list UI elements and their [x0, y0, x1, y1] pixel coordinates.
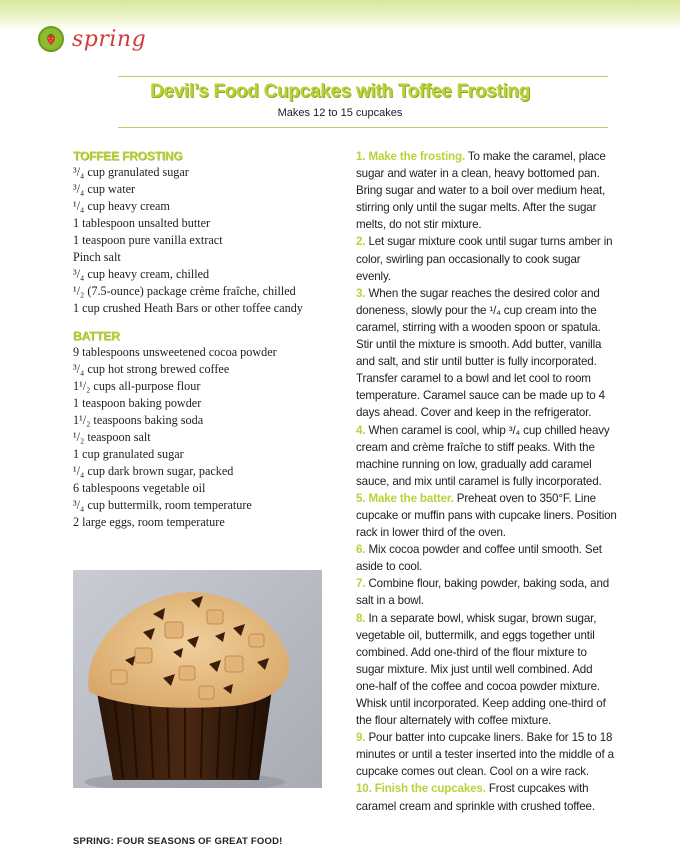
batter-ingredients: [73, 344, 333, 531]
step-number: 5.: [356, 491, 366, 505]
step-text: Mix cocoa powder and coffee until smooth. Set aside to cool.: [356, 543, 602, 574]
step-text: In a separate bowl, whisk sugar, brown sugar, vegetable oil, buttermilk, and eggs together until combined. Add one-third of the flour mixture to sugar mixture. Mix just until well combined. Add one-half of the coffee and cocoa powder mixture. Whisk until incorporated. Keep adding one-third of the flour alternately with coffee mixture.: [356, 611, 606, 728]
step-text: When the sugar reaches the desired color and doneness, slowly pour the ¹/₄ cup cream into the caramel, stirring with a wooden spoon or spatula. Stir until the mixture is smooth. Add butter, vanilla and salt, and stir until butter is fully incorporated. Transfer caramel to a bowl and let cool to room temperature. Caramel sauce can be made up to 4 days ahead. Cover and keep in the refrigerator.: [356, 286, 605, 420]
method-step: [356, 541, 618, 575]
page-footer: SPRING: FOUR SEASONS OF GREAT FOOD!: [73, 836, 283, 847]
batter-heading: BATTER: [73, 329, 120, 343]
step-lead: Finish the cupcakes.: [374, 782, 486, 796]
ingredient-item: 1 cup granulated sugar: [73, 447, 184, 461]
cupcake-photo: [73, 570, 322, 788]
step-text: Pour batter into cupcake liners. Bake for 15 to 18 minutes or until a tester inserted into the middle of a cupcake comes out clean. Cool on a wire rack.: [356, 731, 614, 779]
step-number: 10.: [356, 782, 372, 796]
ingredient-item: 1¹/₂ teaspoons baking soda: [73, 413, 204, 427]
ingredients-column: [73, 148, 333, 531]
step-text: Preheat oven to 350°F. Line cupcake or muffin pans with cupcake liners. Position rack in lower third of the oven.: [356, 491, 617, 540]
method-step: [356, 422, 618, 490]
ingredient-item: ³/₄ cup heavy cream, chilled: [73, 267, 210, 281]
step-text: To make the caramel, place sugar and water in a clean, heavy bottomed pan. Bring sugar and water to a boil over medium heat, stirring only until the sugar melts. After the sugar melts, do not stir mixture.: [356, 150, 606, 232]
step-number: 6.: [356, 543, 366, 557]
step-number: 9.: [356, 731, 366, 745]
ingredient-item: ¹/₂ teaspoon salt: [73, 430, 151, 444]
step-number: 3.: [356, 286, 366, 300]
step-number: 4.: [356, 423, 366, 437]
method-step: [356, 148, 618, 233]
ingredient-item: ¹/₂ (7.5-ounce) package crème fraîche, chilled: [73, 284, 296, 298]
method-step: [356, 610, 618, 730]
frosting-ingredients: [73, 164, 333, 317]
method-column: [356, 148, 618, 815]
ingredient-item: 1¹/₂ cups all-purpose flour: [73, 379, 201, 393]
method-step: [356, 729, 618, 780]
step-text: Combine flour, baking powder, baking soda, and salt in a bowl.: [356, 577, 610, 608]
frosting-heading: TOFFEE FROSTING: [73, 149, 183, 163]
step-text: Let sugar mixture cook until sugar turns amber in color, swirling pan occasionally to cook sugar evenly.: [356, 235, 613, 283]
ingredient-item: 6 tablespoons vegetable oil: [73, 481, 206, 495]
step-number: 2.: [356, 235, 366, 249]
ingredient-item: 9 tablespoons unsweetened cocoa powder: [73, 345, 277, 359]
ingredient-item: 1 tablespoon unsalted butter: [73, 216, 211, 230]
step-lead: Make the frosting.: [368, 150, 465, 163]
ingredient-item: 1 teaspoon baking powder: [73, 396, 202, 410]
step-lead: Make the batter.: [368, 491, 454, 505]
ingredient-item: ³/₄ cup hot strong brewed coffee: [73, 362, 230, 376]
ingredient-item: ¹/₄ cup heavy cream: [73, 199, 170, 213]
recipe-title: Devil’s Food Cupcakes with Toffee Frosting: [149, 81, 531, 102]
title-rule-top: [118, 76, 608, 77]
method-step: [356, 575, 618, 609]
ingredient-item: 2 large eggs, room temperature: [73, 515, 225, 529]
recipe-yield: Makes 12 to 15 cupcakes: [277, 107, 403, 119]
step-text: Frost cupcakes with caramel cream and sprinkle with crushed toffee.: [356, 782, 595, 813]
method-step: [356, 233, 618, 284]
strawberry-icon: [38, 26, 64, 52]
method-step: [356, 490, 618, 541]
step-number: 8.: [356, 611, 366, 625]
ingredient-item: Pinch salt: [73, 250, 121, 264]
ingredient-item: ³/₄ cup granulated sugar: [73, 165, 189, 179]
season-brand: [38, 24, 146, 54]
title-rule-bottom: [118, 127, 608, 128]
ingredient-item: ³/₄ cup buttermilk, room temperature: [73, 498, 252, 512]
ingredient-item: ³/₄ cup water: [73, 182, 136, 196]
ingredient-item: 1 cup crushed Heath Bars or other toffee candy: [73, 301, 303, 315]
method-step: [356, 285, 618, 422]
step-number: 7.: [356, 577, 366, 591]
step-text: When caramel is cool, whip ³/₄ cup chilled heavy cream and crème fraîche to stiff peaks. With the machine running on low, gradually add caramel sauce, and mix until caramel is fully incorporated.: [356, 423, 610, 488]
season-label: spring: [72, 26, 147, 52]
method-step: [356, 780, 618, 814]
ingredient-item: ¹/₄ cup dark brown sugar, packed: [73, 464, 234, 478]
step-number: 1.: [356, 150, 366, 163]
ingredient-item: 1 teaspoon pure vanilla extract: [73, 233, 223, 247]
